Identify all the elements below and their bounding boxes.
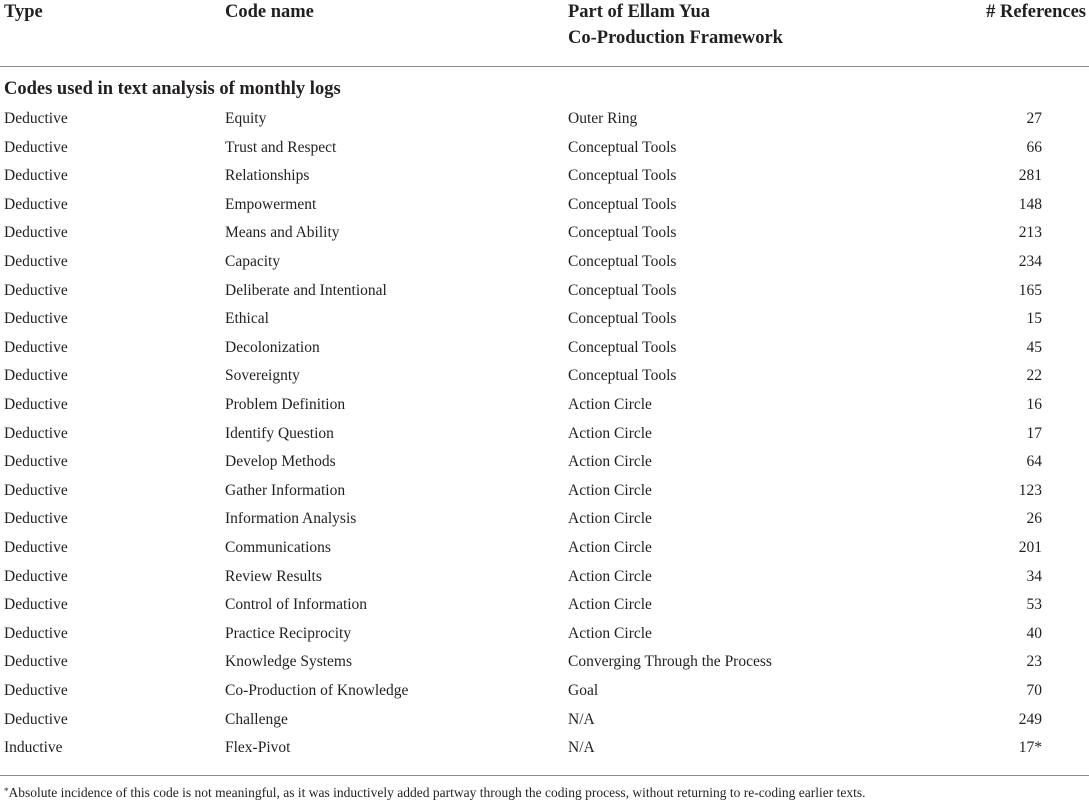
cell-code-name: Gather Information (225, 481, 346, 499)
table-row (0, 305, 1089, 334)
cell-code-name: Information Analysis (225, 510, 357, 528)
cell-part: Outer Ring (568, 110, 638, 127)
table-row (0, 391, 1089, 420)
cell-type: Deductive (4, 167, 68, 185)
cell-code-name: Capacity (225, 253, 281, 270)
cell-type: Inductive (4, 739, 63, 757)
header-part-line2: Co-Production Framework (568, 28, 783, 48)
table-row (0, 563, 1089, 592)
cell-part: Action Circle (568, 481, 652, 499)
cell-references: 249 (1018, 710, 1042, 728)
cell-code-name: Empowerment (225, 195, 317, 213)
cell-type: Deductive (4, 310, 68, 328)
cell-type: Deductive (4, 510, 68, 528)
table-row (0, 219, 1089, 248)
cell-type: Deductive (4, 596, 68, 614)
cell-code-name: Ethical (225, 310, 269, 328)
cell-type: Deductive (4, 481, 68, 499)
cell-part: Action Circle (568, 424, 652, 442)
cell-references: 40 (1026, 624, 1042, 642)
cell-code-name: Identify Question (225, 424, 334, 442)
cell-references: 15 (1026, 310, 1042, 328)
table-bottom-divider (0, 775, 1089, 776)
cell-type: Deductive (4, 624, 68, 642)
table-row (0, 134, 1089, 163)
cell-part: Conceptual Tools (568, 310, 677, 328)
table-row (0, 191, 1089, 220)
footnote (4, 784, 866, 802)
cell-part: Action Circle (568, 596, 652, 614)
cell-part: Action Circle (568, 396, 652, 413)
cell-code-name: Decolonization (225, 338, 320, 356)
cell-part: Action Circle (568, 539, 652, 556)
table-row (0, 477, 1089, 506)
cell-code-name: Practice Reciprocity (225, 624, 352, 642)
cell-references: 234 (1018, 253, 1042, 270)
cell-type: Deductive (4, 653, 68, 671)
cell-type: Deductive (4, 682, 68, 699)
cell-type: Deductive (4, 138, 68, 156)
cell-part: Converging Through the Process (568, 653, 772, 671)
cell-code-name: Challenge (225, 710, 288, 728)
cell-part: Conceptual Tools (568, 338, 677, 356)
cell-part: Conceptual Tools (568, 253, 677, 270)
cell-references: 66 (1026, 138, 1042, 156)
cell-references: 70 (1026, 682, 1042, 699)
cell-code-name: Deliberate and Intentional (225, 281, 387, 299)
cell-references: 23 (1026, 653, 1042, 671)
cell-code-name: Relationships (225, 167, 310, 185)
table-row (0, 277, 1089, 306)
cell-code-name: Trust and Respect (225, 138, 337, 156)
cell-type: Deductive (4, 396, 68, 413)
cell-type: Deductive (4, 539, 68, 556)
footnote-marker: * (4, 786, 9, 796)
table-row (0, 448, 1089, 477)
cell-type: Deductive (4, 567, 68, 585)
cell-references: 165 (1018, 281, 1042, 299)
header-type: Type (4, 2, 43, 22)
table-row (0, 734, 1089, 763)
cell-code-name: Review Results (225, 567, 322, 585)
cell-part: Conceptual Tools (568, 138, 677, 156)
header-divider (0, 66, 1089, 67)
cell-part: Conceptual Tools (568, 281, 677, 299)
cell-code-name: Means and Ability (225, 224, 340, 242)
cell-references: 148 (1018, 195, 1042, 213)
cell-references: 17 (1026, 424, 1042, 442)
cell-code-name: Develop Methods (225, 453, 336, 471)
cell-part: N/A (568, 739, 595, 757)
cell-references: 16 (1026, 396, 1042, 413)
cell-references: 22 (1026, 367, 1042, 385)
table-row (0, 248, 1089, 277)
table-row (0, 706, 1089, 735)
cell-type: Deductive (4, 281, 68, 299)
table-row (0, 677, 1089, 706)
cell-references: 201 (1018, 539, 1042, 556)
cell-references: 281 (1018, 167, 1042, 185)
header-code-name: Code name (225, 2, 314, 22)
table-row (0, 620, 1089, 649)
table-row (0, 591, 1089, 620)
cell-type: Deductive (4, 424, 68, 442)
cell-part: Action Circle (568, 453, 652, 471)
table-row (0, 420, 1089, 449)
cell-type: Deductive (4, 253, 68, 270)
section-title: Codes used in text analysis of monthly logs (4, 79, 341, 99)
cell-type: Deductive (4, 338, 68, 356)
table-row (0, 362, 1089, 391)
table-row (0, 534, 1089, 563)
cell-references: 17* (1018, 739, 1042, 757)
cell-code-name: Control of Information (225, 596, 368, 614)
header-part-line1: Part of Ellam Yua (568, 2, 711, 22)
cell-references: 34 (1026, 567, 1042, 585)
table-row (0, 334, 1089, 363)
cell-code-name: Flex-Pivot (225, 739, 291, 757)
cell-part: Conceptual Tools (568, 195, 677, 213)
header-references: # References (986, 2, 1086, 22)
cell-references: 27 (1026, 110, 1042, 127)
cell-type: Deductive (4, 110, 68, 127)
cell-type: Deductive (4, 710, 68, 728)
cell-code-name: Problem Definition (225, 396, 346, 413)
cell-references: 123 (1018, 481, 1042, 499)
cell-part: Action Circle (568, 624, 652, 642)
cell-code-name: Equity (225, 110, 267, 127)
cell-references: 45 (1026, 338, 1042, 356)
cell-code-name: Knowledge Systems (225, 653, 353, 671)
table-row (0, 162, 1089, 191)
cell-references: 64 (1026, 453, 1042, 471)
cell-references: 213 (1018, 224, 1042, 242)
cell-code-name: Communications (225, 539, 331, 556)
cell-type: Deductive (4, 367, 68, 385)
cell-part: Conceptual Tools (568, 367, 677, 385)
table-row (0, 648, 1089, 677)
cell-references: 26 (1026, 510, 1042, 528)
cell-part: Goal (568, 682, 599, 699)
cell-code-name: Sovereignty (225, 367, 300, 385)
cell-code-name: Co-Production of Knowledge (225, 682, 409, 699)
cell-part: Conceptual Tools (568, 224, 677, 242)
table-row (0, 505, 1089, 534)
cell-part: Action Circle (568, 567, 652, 585)
cell-type: Deductive (4, 453, 68, 471)
cell-part: N/A (568, 710, 595, 728)
cell-part: Action Circle (568, 510, 652, 528)
cell-part: Conceptual Tools (568, 167, 677, 185)
footnote-text: Absolute incidence of this code is not meaningful, as it was inductively added partway through the coding process, without returning to re-coding earlier texts. (8, 785, 866, 800)
table-row (0, 105, 1089, 134)
cell-type: Deductive (4, 224, 68, 242)
cell-references: 53 (1026, 596, 1042, 614)
cell-type: Deductive (4, 195, 68, 213)
